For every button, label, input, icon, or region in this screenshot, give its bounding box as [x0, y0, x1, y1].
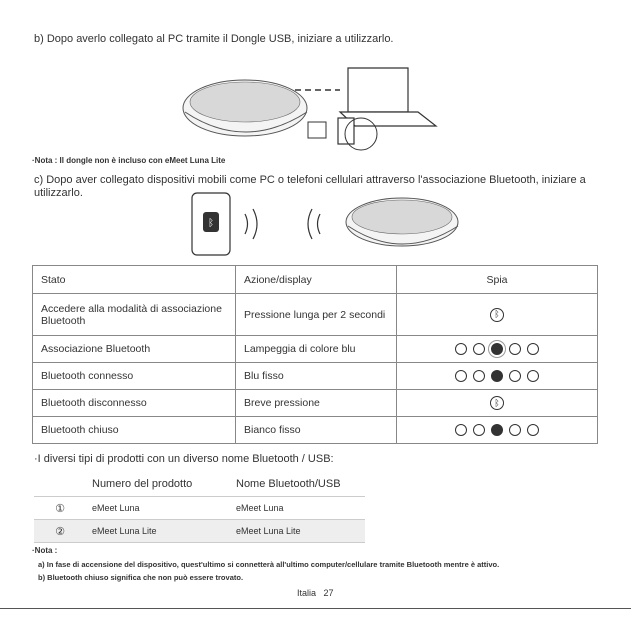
led-off-icon [509, 343, 521, 355]
bluetooth-icon: ᛒ [490, 308, 504, 322]
speaker-laptop-illustration [180, 60, 470, 160]
led-off-icon [509, 370, 521, 382]
product-cell: eMeet Luna Lite [86, 520, 230, 543]
led-blinking-icon [491, 343, 503, 355]
led-off-icon [509, 424, 521, 436]
led-dots-blinking [455, 343, 539, 355]
azione-cell: Pressione lunga per 2 secondi [236, 294, 397, 336]
header-stato: Stato [33, 266, 236, 294]
led-dots-center-on [455, 424, 539, 436]
name-cell: eMeet Luna Lite [230, 520, 365, 543]
step-c-line1: c) Dopo aver collegato dispositivi mobili come PC o telefoni cellulari attraverso l'associazione Bluetooth, iniziare a [34, 174, 586, 186]
product-cell: eMeet Luna [86, 497, 230, 520]
azione-cell: Lampeggia di colore blu [236, 336, 397, 363]
footer-divider [0, 608, 631, 609]
led-off-icon [473, 343, 485, 355]
note-dongle: ·Nota : Il dongle non è incluso con eMeet Luna Lite [32, 156, 226, 165]
name-cell: eMeet Luna [230, 497, 365, 520]
stato-cell: Bluetooth connesso [33, 363, 236, 390]
led-off-icon [455, 424, 467, 436]
header-spia: Spia [397, 266, 598, 294]
stato-cell: Associazione Bluetooth [33, 336, 236, 363]
led-off-icon [527, 343, 539, 355]
led-off-icon [527, 370, 539, 382]
azione-cell: Blu fisso [236, 363, 397, 390]
status-table [32, 265, 598, 444]
stato-cell: Bluetooth chiuso [33, 417, 236, 444]
led-off-icon [455, 370, 467, 382]
phone-speaker-illustration [190, 190, 480, 260]
led-off-icon [473, 424, 485, 436]
led-on-icon [491, 424, 503, 436]
product-names-table [34, 472, 365, 543]
row-number: ② [34, 520, 86, 543]
header-nome: Nome Bluetooth/USB [230, 472, 365, 497]
page-footer: Italia 27 [297, 588, 334, 598]
note2-a: a) In fase di accensione del dispositivo, quest'ultimo si connetterà all'ultimo computer/cellulare tramite Bluetooth mentre è attivo. [38, 560, 500, 569]
bluetooth-icon: ᛒ [490, 396, 504, 410]
note2-title: ·Nota : [32, 546, 58, 555]
step-b-text: b) Dopo averlo collegato al PC tramite il Dongle USB, iniziare a utilizzarlo. [34, 33, 394, 45]
led-off-icon [473, 370, 485, 382]
names-intro: ·I diversi tipi di prodotti con un diverso nome Bluetooth / USB: [34, 453, 334, 465]
header-azione: Azione/display [236, 266, 397, 294]
note2-b: b) Bluetooth chiuso significa che non può essere trovato. [38, 573, 244, 582]
step-c-line2: utilizzarlo. [34, 187, 83, 199]
led-dots-center-on [455, 370, 539, 382]
header-numero: Numero del prodotto [86, 472, 230, 497]
led-on-icon [491, 370, 503, 382]
led-off-icon [455, 343, 467, 355]
row-number: ① [34, 497, 86, 520]
svg-text:ᛒ: ᛒ [208, 218, 214, 229]
azione-cell: Breve pressione [236, 390, 397, 417]
stato-cell: Bluetooth disconnesso [33, 390, 236, 417]
azione-cell: Bianco fisso [236, 417, 397, 444]
led-off-icon [527, 424, 539, 436]
stato-cell: Accedere alla modalità di associazione Bluetooth [33, 294, 236, 336]
